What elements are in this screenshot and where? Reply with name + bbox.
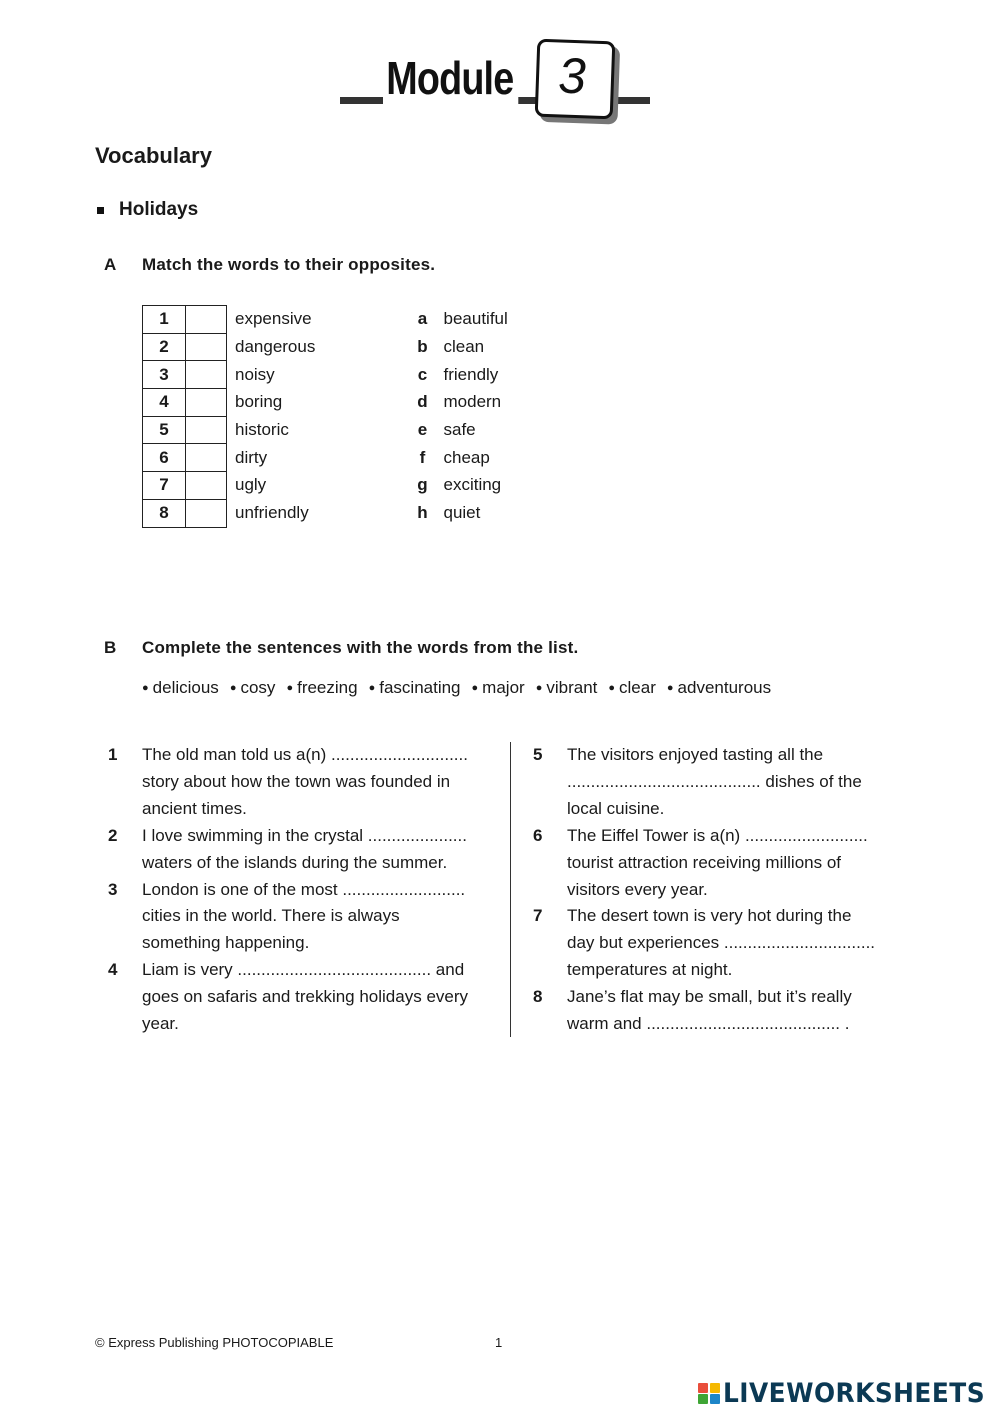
answer-box[interactable] [186,499,227,527]
word-list-item [536,678,598,697]
answer-box[interactable] [186,306,227,334]
sentences-right-column [533,742,908,1038]
match-word: historic [235,420,289,440]
sentence-number: 4 [108,960,118,980]
sentence-number: 7 [533,906,543,926]
word-list-word: vibrant [546,678,598,697]
sentence-line: year. [142,1014,179,1034]
word-list-word: fascinating [379,678,461,697]
answer-box[interactable] [186,416,227,444]
word-list-word: delicious [152,678,219,697]
sentence-item [108,957,508,1038]
sentence-line: waters of the islands during the summer. [142,852,448,872]
option-letter: d [417,392,428,412]
match-word: dirty [235,447,268,467]
word-list-item [667,678,771,697]
match-table [142,305,564,528]
bullet-icon: ● [608,682,616,694]
word-list-item [608,678,656,697]
module-title: Module [383,52,518,104]
match-number: 5 [143,416,186,444]
option-word: exciting [443,475,502,495]
option-word: beautiful [443,309,508,329]
option-word: clean [443,337,485,357]
match-row [143,416,564,444]
match-row [143,389,564,417]
sentence-line: story about how the town was founded in [142,771,451,791]
answer-box[interactable] [186,361,227,389]
sentence-line: The old man told us a(n) ............................. [142,745,468,764]
logo-square-l [698,1383,708,1393]
match-number: 8 [143,499,186,527]
sentence-item [533,984,908,1038]
logo-square-v [698,1394,708,1404]
sentence-number: 2 [108,825,118,845]
sentence-item [533,823,908,904]
match-row [143,306,564,334]
bullet-icon: ● [535,682,543,694]
topic-heading: Holidays [119,199,199,220]
option-letter: b [417,337,428,357]
answer-box[interactable] [186,389,227,417]
square-bullet-icon [97,207,104,214]
sentence-line: day but experiences ................................ [567,933,876,953]
word-list-word: freezing [297,678,358,697]
option-word: friendly [443,364,499,384]
sentence-line: London is one of the most .......................... [142,879,466,899]
match-word: dangerous [235,337,316,357]
word-list-item [286,678,357,697]
module-number: 3 [558,48,586,104]
answer-box[interactable] [186,444,227,472]
sentence-item [533,903,908,984]
match-row [143,499,564,527]
exercise-b-instruction: Complete the sentences with the words from the list. [142,638,579,657]
sentence-item [108,823,508,877]
match-word: noisy [235,364,275,384]
sentence-line: local cuisine. [567,798,665,818]
bullet-icon: ● [286,682,294,694]
sentence-line: The desert town is very hot during the [567,906,852,926]
sentence-line: ......................................... dishes of the [567,771,862,791]
answer-box[interactable] [186,333,227,361]
logo-square-e [710,1394,720,1404]
option-letter: f [419,447,426,467]
match-number: 4 [143,389,186,417]
bullet-icon: ● [666,682,674,694]
match-number: 1 [143,306,186,334]
exercise-a-instruction: Match the words to their opposites. [142,255,436,274]
sentence-line: Jane’s flat may be small, but it’s really [567,987,852,1007]
word-list-word: cosy [240,678,276,697]
option-letter: c [417,364,428,384]
sentence-number: 8 [533,987,543,1007]
sentences-left-column [108,742,508,1038]
sentence-line: goes on safaris and trekking holidays every [142,987,469,1007]
bullet-icon: ● [471,682,479,694]
sentence-line: visitors every year. [567,879,708,899]
sentence-item [108,742,508,823]
word-list-word: adventurous [677,678,772,697]
match-number: 7 [143,472,186,500]
bullet-icon: ● [142,682,149,694]
option-word: cheap [443,447,490,467]
footer-copyright: © Express Publishing PHOTOCOPIABLE [95,1335,334,1350]
option-letter: h [417,503,428,523]
exercise-b-letter: B [104,638,117,657]
match-word: boring [235,392,283,412]
logo-square-i [710,1383,720,1393]
word-list-item [472,678,525,697]
match-word: ugly [235,475,267,495]
word-list [142,678,782,698]
bullet-icon: ● [229,682,237,694]
sentence-line: something happening. [142,933,310,953]
sentence-line: Liam is very ......................................... and [142,960,465,980]
match-row [143,444,564,472]
match-row [143,472,564,500]
match-word: expensive [235,309,312,329]
answer-box[interactable] [186,472,227,500]
option-word: modern [443,392,502,412]
match-row [143,361,564,389]
option-word: quiet [443,503,481,523]
sentence-line: tourist attraction receiving millions of [567,852,842,872]
match-number: 2 [143,333,186,361]
bullet-icon: ● [368,682,376,694]
sentence-line: I love swimming in the crystal ..................... [142,825,467,845]
option-word: safe [443,420,476,440]
footer-page-number: 1 [495,1335,503,1350]
option-letter: a [417,309,428,329]
liveworksheets-icon [698,1383,720,1405]
option-letter: g [417,475,428,495]
liveworksheets-logo[interactable] [698,1378,1000,1409]
sentence-line: ancient times. [142,798,247,818]
match-number: 6 [143,444,186,472]
sentence-number: 3 [108,879,118,899]
word-list-item [230,678,276,697]
sentence-line: The Eiffel Tower is a(n) .......................... [567,825,868,845]
exercise-a-letter: A [104,255,117,274]
sentence-line: temperatures at night. [567,960,733,980]
sentence-line: cities in the world. There is always [142,906,400,926]
column-divider [510,742,511,1037]
sentence-number: 1 [108,745,118,764]
match-word: unfriendly [235,503,309,523]
option-letter: e [417,420,428,440]
match-number: 3 [143,361,186,389]
word-list-word: major [482,678,525,697]
sentence-line: The visitors enjoyed tasting all the [567,745,824,764]
sentence-line: warm and ......................................... . [567,1014,850,1034]
match-row [143,333,564,361]
sentence-item [533,742,908,823]
word-list-item [369,678,461,697]
sentence-number: 6 [533,825,543,845]
word-list-word: clear [619,678,656,697]
sentence-number: 5 [533,745,543,764]
section-heading: Vocabulary [95,143,212,168]
sentence-item [108,877,508,958]
word-list-item [142,678,219,697]
brand-name: LIVEWORKSHEETS [723,1378,986,1409]
